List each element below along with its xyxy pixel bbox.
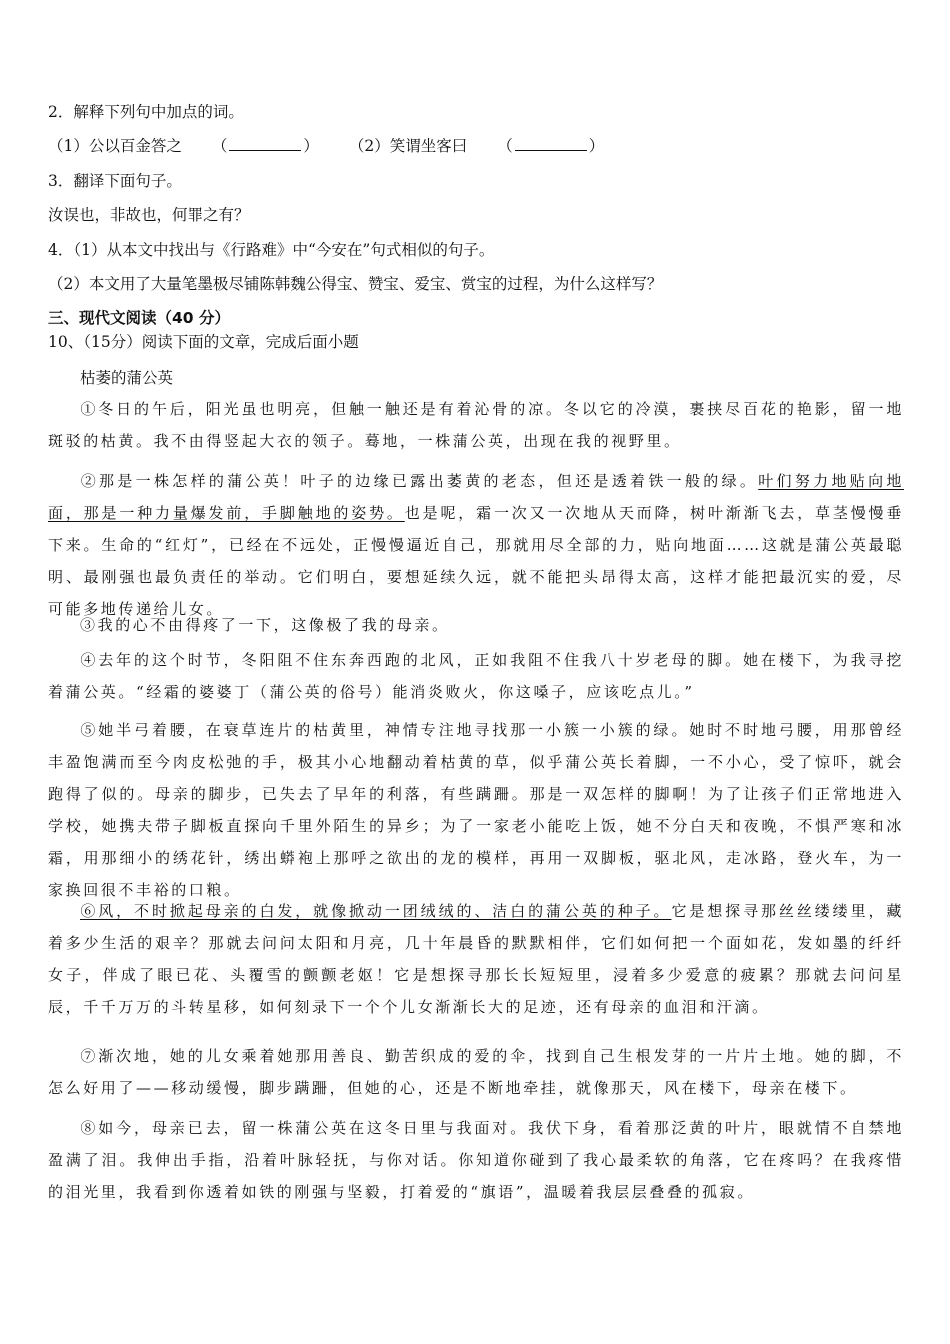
question-2-item-1-blank[interactable] [229,136,301,151]
article-paragraph-4 [48,644,904,708]
article-paragraph-6 [48,895,904,1023]
article-paragraph-1-text: ①冬日的午后，阳光虽也明亮，但触一触还是有着沁骨的凉。冬以它的冷漠，裹挟尽百花的艳影，留一地斑驳的枯黄。我不由得竖起大衣的领子。蓦地，一株蒲公英，出现在我的视野里。 [48,400,904,450]
article-paragraph-7-text: ⑦渐次地，她的儿女乘着她那用善良、勤苦织成的爱的伞，找到自己生根发芽的一片片土地。她的脚，不怎么好用了——移动缓慢，脚步蹒跚，但她的心，还是不断地牵挂，就像那天，风在楼下，母亲在楼下。 [48,1047,904,1097]
question-2-item-2-label: （2）笑谓坐客曰 [348,137,468,155]
question-2-items [48,136,604,156]
article-paragraph-2-text-a: ②那是一株怎样的蒲公英！叶子的边缘已露出萎黄的老态，但还是透着铁一般的绿。 [80,472,759,490]
article-paragraph-5-text: ⑤她半弓着腰，在衰草连片的枯黄里，神情专注地寻找那一小簇一小簇的绿。她时不时地弓腰，用那曾经丰盈饱满而至今肉皮松弛的手，极其小心地翻动着枯黄的草，似乎蒲公英长着脚，一不小心，受了惊吓，就会跑得了似的。母亲的脚步，已失去了早年的利落，有些蹒跚。那是一双怎样的脚啊！为了让孩子们正常地进入学校，她携夫带子脚板直探向千里外陌生的异乡；为了一家老小能吃上饭，她不分白天和夜晚，不惧严寒和冰霜，用那细小的绣花针，绣出蟒袍上那呼之欲出的龙的模样，再用一双脚板，驱北风，走冰路，登火车，为一家换回很不丰裕的口粮。 [48,721,904,899]
question-10-intro: 10、（15分）阅读下面的文章，完成后面小题 [48,333,359,351]
question-2-item-1-label: （1）公以百金答之 [48,137,182,155]
article-paragraph-8-text: ⑧如今，母亲已去，留一株蒲公英在这冬日里与我面对。我伏下身，看着那泛黄的叶片，眼就情不自禁地盈满了泪。我伸出手指，沿着叶脉轻抚，与你对话。你知道你碰到了我心最柔软的角落，它在疼吗？在我疼惜的泪光里，我看到你透着如铁的刚强与坚毅，打着爱的“旗语”，温暖着我层层叠叠的孤寂。 [48,1119,904,1201]
article-paragraph-6-underlined: ⑥风，不时掀起母亲的白发，就像掀动一团绒绒的、洁白的蒲公英的种子。 [80,902,672,920]
article-paragraph-3-text: ③我的心不由得疼了一下，这像极了我的母亲。 [80,616,450,634]
question-2-item-2-close: ） [588,137,605,155]
article-paragraph-7 [48,1040,904,1104]
article-paragraph-5 [48,714,904,906]
question-3-title: 3．翻译下面句子。 [48,172,182,190]
article-title: 枯萎的蒲公英 [80,369,174,387]
article-paragraph-6-text: 它是想探寻那丝丝缕缕里，藏着多少生活的艰辛？那就去问问太阳和月亮，几十年晨昏的默默相伴，它们如何把一个面如花，发如墨的纤纤女子，伴成了眼已花、头覆雪的颤颤老妪！它是想探寻那长长短短里，浸着多少爱意的疲累？那就去问问星辰，千千万万的斗转星移，如何刻录下一个个儿女渐渐长大的足迹，还有母亲的血泪和汗滴。 [48,902,904,1016]
article-paragraph-2-text-b: 也是呢，霜一次又一次地从天而降，树叶渐渐飞去，草茎慢慢垂下来。生命的“红灯”，已经在不远处，正慢慢逼近自己，那就用尽全部的力，贴向地面……这就是蒲公英最聪明、最刚强也最负责任的举动。它们明白，要想延续久远，就不能把头昂得太高，这样才能把最沉实的爱，尽可能多地传递给儿女。 [48,504,904,618]
question-2-item-2-open: （ [497,137,513,155]
section-3-heading: 三、现代文阅读（40 分） [48,309,230,327]
question-4-title: 4．（1）从本文中找出与《行路难》中“今安在”句式相似的句子。 [48,241,495,259]
article-paragraph-1 [48,393,904,457]
article-paragraph-3 [48,609,904,641]
article-paragraph-2 [48,465,904,625]
question-4-sub-2: （2）本文用了大量笔墨极尽铺陈韩魏公得宝、赞宝、爱宝、赏宝的过程，为什么这样写？ [48,275,663,293]
question-2-item-1-close: ） [303,137,319,155]
question-2-item-2-blank[interactable] [515,136,587,151]
article-paragraph-4-text: ④去年的这个时节，冬阳阻不住东奔西跑的北风，正如我阻不住我八十岁老母的脚。她在楼下，为我寻挖着蒲公英。“经霜的婆婆丁（蒲公英的俗号）能消炎败火，你这嗓子，应该吃点儿。” [48,651,904,701]
article-paragraph-8 [48,1112,904,1208]
question-3-sentence: 汝误也，非故也，何罪之有？ [48,206,250,224]
article-paragraph-2-underlined: 叶们努力地贴向地面，那是一种力量爆发前，手脚触地的姿势。 [48,472,904,522]
question-2-item-1-open: （ [211,137,228,155]
question-2-title: 2．解释下列句中加点的词。 [48,103,244,121]
